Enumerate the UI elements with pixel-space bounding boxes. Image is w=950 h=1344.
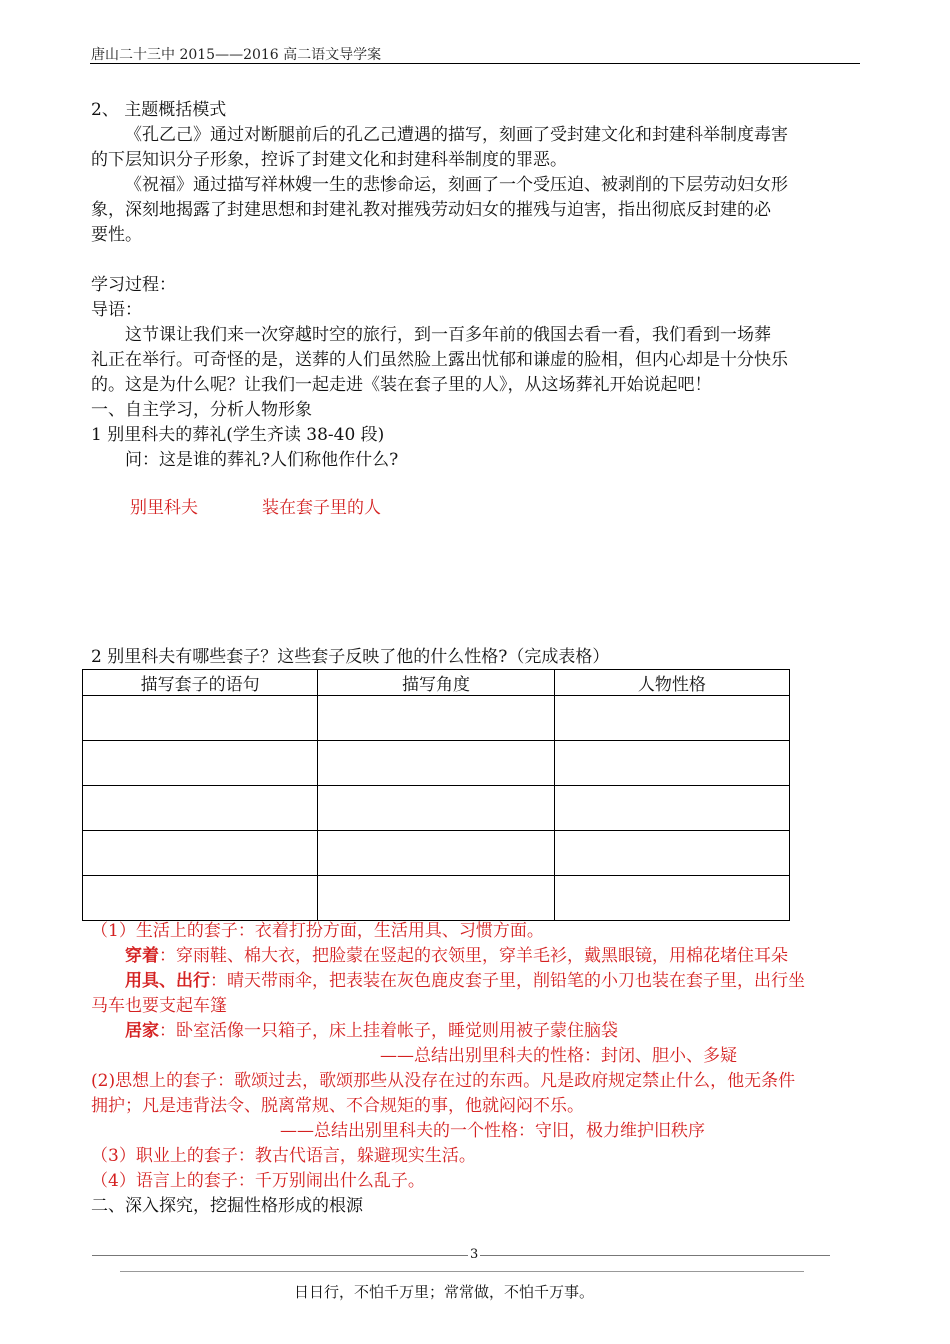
footer-rule-1 <box>92 1255 830 1256</box>
answer-title: 装在套子里的人 <box>262 498 381 518</box>
footer-rule-2 <box>120 1271 804 1272</box>
question-1: 1 别里科夫的葬礼(学生齐读 38-40 段) <box>91 425 385 445</box>
answer-thought-line1: (2)思想上的套子：歌颂过去，歌颂那些从没存在过的东西。凡是政府规定禁止什么，他无条件 <box>91 1071 796 1091</box>
part1-heading: 一、自主学习，分析人物形象 <box>91 400 312 420</box>
theme-heading: 2、 主题概括模式 <box>91 100 227 120</box>
table-cell[interactable] <box>554 741 789 786</box>
header-divider <box>90 63 860 64</box>
table-cell[interactable] <box>83 831 318 876</box>
table-row <box>83 786 790 831</box>
question-1-ask: 问：这是谁的葬礼?人们称他作什么? <box>125 450 399 470</box>
answer-speech: （4）语言上的套子：千万别闹出什么乱子。 <box>91 1171 425 1191</box>
table-cell[interactable] <box>318 831 554 876</box>
answer-tools-line2: 马车也要支起车篷 <box>91 996 227 1016</box>
table-cell[interactable] <box>318 876 554 921</box>
summary-2: ——总结出别里科夫的一个性格：守旧，极力维护旧秩序 <box>280 1121 705 1141</box>
tools-label: 用具、出行 <box>125 971 210 991</box>
cover-table <box>82 669 790 921</box>
table-cell[interactable] <box>83 696 318 741</box>
page-number: 3 <box>470 1247 479 1262</box>
table-cell[interactable] <box>554 876 789 921</box>
answer-life: （1）生活上的套子：衣着打扮方面，生活用具、习惯方面。 <box>91 921 544 941</box>
question-2: 2 别里科夫有哪些套子？这些套子反映了他的什么性格?（完成表格） <box>91 647 610 667</box>
table-row <box>83 876 790 921</box>
intro-label: 导语： <box>91 300 142 320</box>
footer-motto: 日日行，不怕千万里；常常做，不怕千万事。 <box>294 1283 595 1301</box>
table-row <box>83 741 790 786</box>
col-header-character: 人物性格 <box>554 670 789 696</box>
tools-text: ：晴天带雨伞，把表装在灰色鹿皮套子里，削铅笔的小刀也装在套子里，出行坐 <box>210 971 805 991</box>
table-header-row <box>83 670 790 696</box>
header-title: 唐山二十三中 2015——2016 高二语文导学案 <box>91 47 382 63</box>
answer-wear <box>125 944 788 969</box>
answer-home <box>125 1019 618 1044</box>
table-cell[interactable] <box>318 696 554 741</box>
theme-p2-line3: 要性。 <box>91 225 142 245</box>
process-heading: 学习过程： <box>91 275 176 295</box>
answer-career: （3）职业上的套子：教古代语言，躲避现实生活。 <box>91 1146 476 1166</box>
theme-p2-line2: 象，深刻地揭露了封建思想和封建礼教对摧残劳动妇女的摧残与迫害，指出彻底反封建的必 <box>91 200 771 220</box>
intro-line2: 礼正在举行。可奇怪的是，送葬的人们虽然脸上露出忧郁和谦虚的脸相，但内心却是十分快乐 <box>91 350 788 370</box>
table-cell[interactable] <box>554 831 789 876</box>
table-cell[interactable] <box>83 786 318 831</box>
theme-p2-line1: 《祝福》通过描写祥林嫂一生的悲惨命运，刻画了一个受压迫、被剥削的下层劳动妇女形 <box>125 175 788 195</box>
answer-thought-line2: 拥护；凡是违背法令、脱离常规、不合规矩的事，他就闷闷不乐。 <box>91 1096 584 1116</box>
table-row <box>83 696 790 741</box>
home-text: ：卧室活像一只箱子，床上挂着帐子，睡觉则用被子蒙住脑袋 <box>159 1021 618 1041</box>
table-cell[interactable] <box>318 741 554 786</box>
wear-label: 穿着 <box>125 946 159 966</box>
home-label: 居家 <box>125 1021 159 1041</box>
table-cell[interactable] <box>554 696 789 741</box>
col-header-angle: 描写角度 <box>318 670 554 696</box>
col-header-sentence: 描写套子的语句 <box>83 670 318 696</box>
table-cell[interactable] <box>83 876 318 921</box>
summary-1: ——总结出别里科夫的性格：封闭、胆小、多疑 <box>380 1046 737 1066</box>
theme-p1-line1: 《孔乙己》通过对断腿前后的孔乙己遭遇的描写，刻画了受封建文化和封建科举制度毒害 <box>125 125 788 145</box>
intro-line1: 这节课让我们来一次穿越时空的旅行，到一百多年前的俄国去看一看，我们看到一场葬 <box>125 325 771 345</box>
table-row <box>83 831 790 876</box>
answer-name: 别里科夫 <box>130 498 198 518</box>
table-cell[interactable] <box>318 786 554 831</box>
intro-line3: 的。这是为什么呢？让我们一起走进《装在套子里的人》，从这场葬礼开始说起吧！ <box>91 375 712 395</box>
wear-text: ：穿雨鞋、棉大衣，把脸蒙在竖起的衣领里，穿羊毛衫，戴黑眼镜，用棉花堵住耳朵 <box>159 946 788 966</box>
table-cell[interactable] <box>83 741 318 786</box>
theme-p1-line2: 的下层知识分子形象，控诉了封建文化和封建科举制度的罪恶。 <box>91 150 567 170</box>
table-cell[interactable] <box>554 786 789 831</box>
part2-heading: 二、深入探究，挖掘性格形成的根源 <box>91 1196 363 1216</box>
answer-tools <box>125 969 805 994</box>
